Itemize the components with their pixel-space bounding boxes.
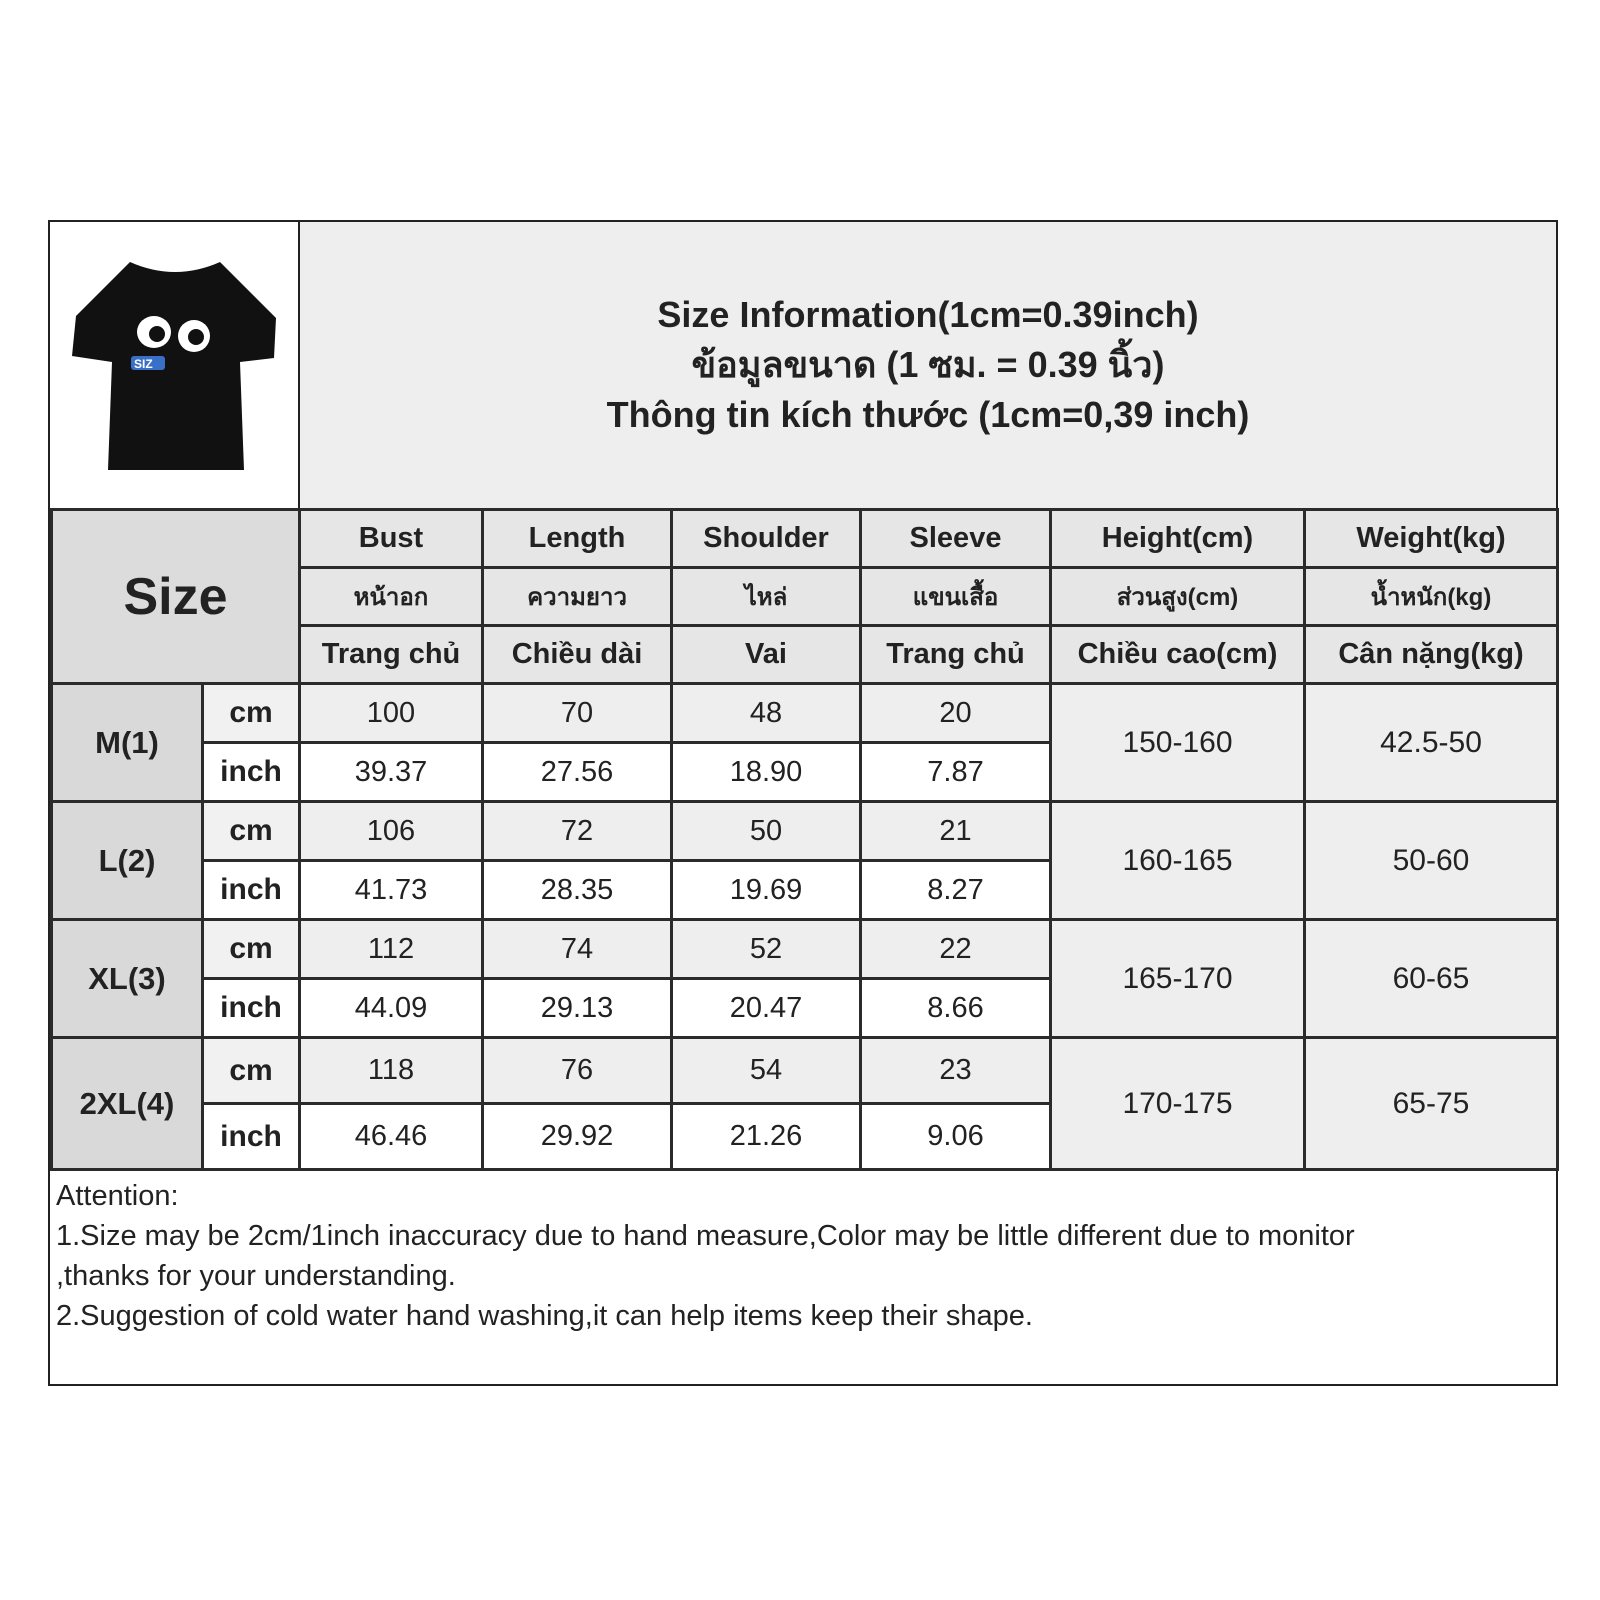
header <box>50 222 1556 508</box>
table-row <box>52 684 1558 743</box>
table-cell: 112 <box>300 920 483 979</box>
size-column-header: Size <box>52 510 300 684</box>
table-cell: 46.46 <box>300 1104 483 1170</box>
table-cell: 39.37 <box>300 743 483 802</box>
table-cell: 29.13 <box>483 979 672 1038</box>
column-header-height-vi: Chiều cao(cm) <box>1051 626 1305 684</box>
table-cell: 8.27 <box>861 861 1051 920</box>
table-cell: 100 <box>300 684 483 743</box>
note-line-1-continued: ,thanks for your understanding. <box>56 1260 456 1292</box>
table-cell: 41.73 <box>300 861 483 920</box>
column-header-weight-vi: Cân nặng(kg) <box>1305 626 1558 684</box>
size-chart-sheet <box>48 220 1558 1386</box>
size-table <box>50 508 1559 1171</box>
tshirt-logo-text: SIZ <box>134 357 153 371</box>
weight-range: 60-65 <box>1305 920 1558 1038</box>
height-range: 165-170 <box>1051 920 1305 1038</box>
size-label: L(2) <box>52 802 203 920</box>
table-cell: 74 <box>483 920 672 979</box>
unit-label: cm <box>203 920 300 979</box>
weight-range: 42.5-50 <box>1305 684 1558 802</box>
column-header-sleeve-thai: แขนเสื้อ <box>861 568 1051 626</box>
weight-range: 50-60 <box>1305 802 1558 920</box>
title-thai: ข้อมูลขนาด (1 ซม. = 0.39 นิ้ว) <box>691 344 1165 385</box>
title-english: Size Information(1cm=0.39inch) <box>657 294 1199 335</box>
table-cell: 54 <box>672 1038 861 1104</box>
table-cell: 70 <box>483 684 672 743</box>
notes-heading: Attention: <box>56 1180 179 1212</box>
unit-label: cm <box>203 684 300 743</box>
column-header-height-thai: ส่วนสูง(cm) <box>1051 568 1305 626</box>
table-row <box>52 1038 1558 1104</box>
tshirt-icon <box>68 256 282 474</box>
table-cell: 106 <box>300 802 483 861</box>
table-cell: 7.87 <box>861 743 1051 802</box>
table-cell: 72 <box>483 802 672 861</box>
column-header-shoulder: Shoulder <box>672 510 861 568</box>
size-label: 2XL(4) <box>52 1038 203 1170</box>
table-row <box>52 920 1558 979</box>
table-cell: 118 <box>300 1038 483 1104</box>
unit-label: inch <box>203 979 300 1038</box>
unit-label: inch <box>203 1104 300 1170</box>
column-header-bust-vi: Trang chủ <box>300 626 483 684</box>
table-cell: 21 <box>861 802 1051 861</box>
table-cell: 22 <box>861 920 1051 979</box>
table-cell: 50 <box>672 802 861 861</box>
weight-range: 65-75 <box>1305 1038 1558 1170</box>
column-header-bust: Bust <box>300 510 483 568</box>
note-line-1: 1.Size may be 2cm/1inch inaccuracy due to hand measure,Color may be little different due to monitor <box>56 1220 1355 1252</box>
column-header-sleeve: Sleeve <box>861 510 1051 568</box>
table-cell: 21.26 <box>672 1104 861 1170</box>
column-header-shoulder-thai: ไหล่ <box>672 568 861 626</box>
table-cell: 20.47 <box>672 979 861 1038</box>
attention-notes <box>56 1176 1546 1336</box>
table-cell: 52 <box>672 920 861 979</box>
note-line-2: 2.Suggestion of cold water hand washing,it can help items keep their shape. <box>56 1300 1033 1332</box>
table-cell: 8.66 <box>861 979 1051 1038</box>
table-cell: 76 <box>483 1038 672 1104</box>
table-cell: 9.06 <box>861 1104 1051 1170</box>
column-header-bust-thai: หน้าอก <box>300 568 483 626</box>
unit-label: cm <box>203 1038 300 1104</box>
table-cell: 20 <box>861 684 1051 743</box>
table-cell: 23 <box>861 1038 1051 1104</box>
column-header-length-thai: ความยาว <box>483 568 672 626</box>
table-row <box>52 802 1558 861</box>
table-cell: 44.09 <box>300 979 483 1038</box>
table-cell: 27.56 <box>483 743 672 802</box>
title-vietnamese: Thông tin kích thước (1cm=0,39 inch) <box>606 394 1250 435</box>
column-header-length-vi: Chiều dài <box>483 626 672 684</box>
unit-label: inch <box>203 743 300 802</box>
column-header-weight-thai: น้ำหนัก(kg) <box>1305 568 1558 626</box>
column-header-height: Height(cm) <box>1051 510 1305 568</box>
height-range: 160-165 <box>1051 802 1305 920</box>
title-block <box>300 222 1556 508</box>
unit-label: cm <box>203 802 300 861</box>
table-cell: 18.90 <box>672 743 861 802</box>
height-range: 170-175 <box>1051 1038 1305 1170</box>
header-row-english <box>52 510 1558 568</box>
size-label: XL(3) <box>52 920 203 1038</box>
column-header-weight: Weight(kg) <box>1305 510 1558 568</box>
column-header-length: Length <box>483 510 672 568</box>
height-range: 150-160 <box>1051 684 1305 802</box>
column-header-sleeve-vi: Trang chủ <box>861 626 1051 684</box>
table-cell: 28.35 <box>483 861 672 920</box>
table-cell: 29.92 <box>483 1104 672 1170</box>
unit-label: inch <box>203 861 300 920</box>
size-label: M(1) <box>52 684 203 802</box>
product-image <box>50 222 300 508</box>
table-cell: 48 <box>672 684 861 743</box>
column-header-shoulder-vi: Vai <box>672 626 861 684</box>
table-cell: 19.69 <box>672 861 861 920</box>
